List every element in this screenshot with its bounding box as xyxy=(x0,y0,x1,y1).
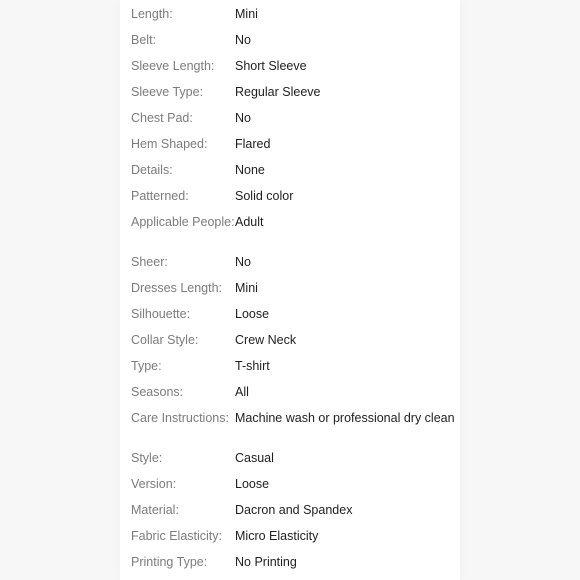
spec-value: Micro Elasticity xyxy=(235,529,319,543)
spec-label: Details: xyxy=(131,163,173,177)
spec-value: Loose xyxy=(235,307,270,321)
spec-row-belt xyxy=(131,33,531,47)
spec-value: All xyxy=(235,385,249,399)
spec-row-collar-style xyxy=(131,333,531,347)
spec-value: No xyxy=(235,111,251,125)
spec-value: Loose xyxy=(235,477,270,491)
spec-row-applicable-people xyxy=(131,215,531,229)
spec-label: Belt: xyxy=(131,33,157,47)
spec-label: Fabric Elasticity: xyxy=(131,529,222,543)
spec-value: Casual xyxy=(235,451,274,465)
spec-row-fabric-elasticity xyxy=(131,529,531,543)
spec-row-care-instructions xyxy=(131,411,531,425)
spec-value: Mini xyxy=(235,281,258,295)
spec-label: Silhouette: xyxy=(131,307,191,321)
spec-value: No xyxy=(235,33,251,47)
spec-row-type xyxy=(131,359,531,373)
spec-row-chest-pad xyxy=(131,111,531,125)
spec-label: Seasons: xyxy=(131,385,184,399)
spec-value: T-shirt xyxy=(235,359,270,373)
spec-label: Sleeve Length: xyxy=(131,59,215,73)
spec-label: Chest Pad: xyxy=(131,111,193,125)
spec-row-sleeve-length xyxy=(131,59,531,73)
spec-row-details xyxy=(131,163,531,177)
spec-label: Sheer: xyxy=(131,255,168,269)
spec-row-dresses-length xyxy=(131,281,531,295)
spec-value: Dacron and Spandex xyxy=(235,503,353,517)
spec-value: Regular Sleeve xyxy=(235,85,321,99)
spec-row-silhouette xyxy=(131,307,531,321)
spec-value: None xyxy=(235,163,265,177)
spec-value: Crew Neck xyxy=(235,333,297,347)
spec-label: Type: xyxy=(131,359,162,373)
spec-row-seasons xyxy=(131,385,531,399)
spec-row-patterned xyxy=(131,189,531,203)
spec-value: Machine wash or professional dry clean xyxy=(235,411,455,425)
spec-row-printing-type xyxy=(131,555,531,569)
spec-row-hem-shaped xyxy=(131,137,531,151)
spec-row-style xyxy=(131,451,531,465)
spec-label: Hem Shaped: xyxy=(131,137,208,151)
spec-value: No xyxy=(235,255,251,269)
spec-value: Solid color xyxy=(235,189,294,203)
spec-label: Care Instructions: xyxy=(131,411,229,425)
spec-label: Style: xyxy=(131,451,163,465)
spec-row-version xyxy=(131,477,531,491)
spec-label: Applicable People: xyxy=(131,215,235,229)
spec-value: Adult xyxy=(235,215,264,229)
spec-value: Flared xyxy=(235,137,271,151)
spec-row-material xyxy=(131,503,531,517)
spec-row-sleeve-type xyxy=(131,85,531,99)
spec-row-sheer xyxy=(131,255,531,269)
spec-label: Dresses Length: xyxy=(131,281,223,295)
spec-row-length xyxy=(131,7,531,21)
spec-label: Version: xyxy=(131,477,177,491)
spec-label: Sleeve Type: xyxy=(131,85,204,99)
spec-value: Mini xyxy=(235,7,258,21)
spec-value: No Printing xyxy=(235,555,297,569)
spec-label: Length: xyxy=(131,7,173,21)
spec-label: Printing Type: xyxy=(131,555,208,569)
spec-label: Patterned: xyxy=(131,189,189,203)
spec-value: Short Sleeve xyxy=(235,59,307,73)
spec-label: Material: xyxy=(131,503,179,517)
spec-label: Collar Style: xyxy=(131,333,199,347)
